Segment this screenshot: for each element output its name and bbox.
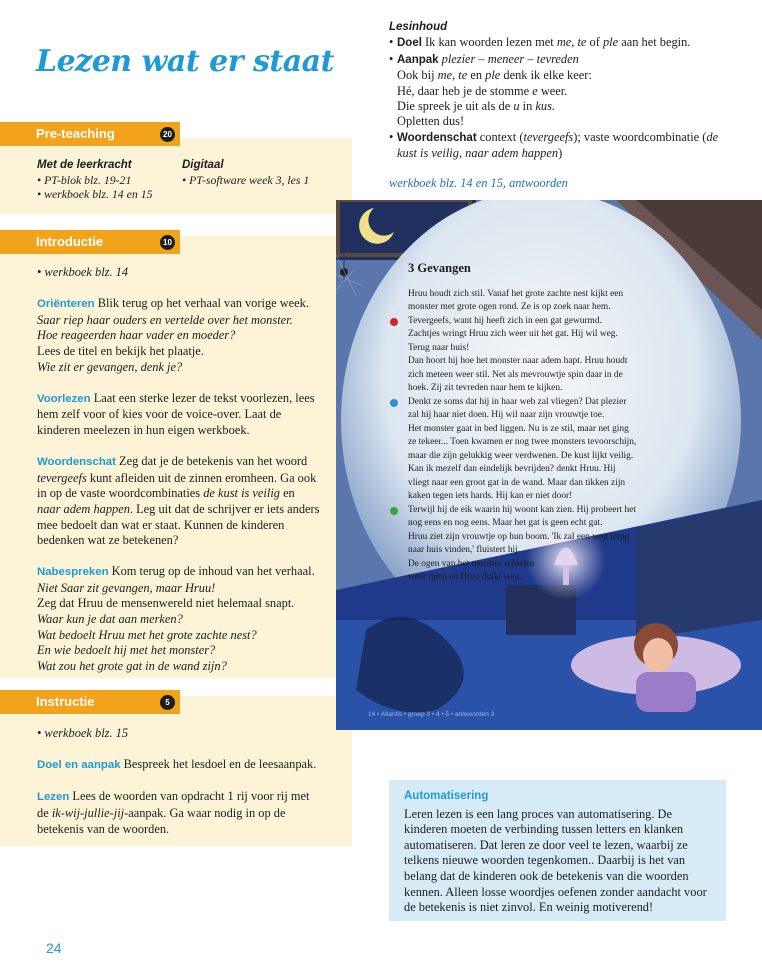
pre-teaching-header bbox=[0, 122, 180, 146]
orienteren-keyword: Oriënteren bbox=[37, 298, 95, 311]
col1-heading: Met de leerkracht bbox=[37, 159, 132, 171]
woordenschat-block: Woordenschat Zeg dat je de betekenis van het woord tevergeefs kunt afleiden uit de zinnen eromheen. Ga ook in op de vaste woordcombinaties de kust is veilig en naar adem happen. Leg uit dat de schrijver er iets anders mee bedoelt dan wat er staat. Kunnen de kinderen bedenken wat ze betekenen? bbox=[37, 454, 320, 548]
story-line: Terug naar huis! bbox=[408, 342, 470, 353]
story-line: vliegt naar een groot gat in de wand. Maar dan tikken zijn bbox=[408, 477, 626, 488]
doel-item: • Doel Ik kan woorden lezen met me, te of ple aan het begin. bbox=[389, 35, 729, 51]
instructie-header bbox=[0, 690, 180, 714]
story-line: kaken tegen iets hards. Hij kan er niet door! bbox=[408, 491, 573, 501]
voorlezen-block: Voorlezen Laat een sterke lezer de tekst voorlezen, lees hem zelf voor of kies voor de voice-over. Laat de kinderen meelezen in hun eigen werkboek. bbox=[37, 390, 315, 437]
story-line: Het monster gaat in bed liggen. Nu is ze stil, maar net ging bbox=[408, 423, 629, 434]
list-item: • PT-software week 3, les 1 bbox=[182, 172, 310, 187]
automatisering-heading: Automatisering bbox=[404, 790, 489, 802]
marker-dot-icon bbox=[390, 318, 398, 326]
story-lines bbox=[408, 288, 658, 585]
werkboek-reference: werkboek blz. 14 en 15, antwoorden bbox=[389, 175, 568, 190]
pre-teaching-col2 bbox=[182, 158, 332, 187]
voorlezen-keyword: Voorlezen bbox=[37, 392, 91, 405]
doel-keyword: Doel en aanpak bbox=[37, 759, 121, 772]
page-footer: 14 • Atlantis • groep 3 • 4 • 5 • antwoorden 3 bbox=[368, 711, 495, 718]
story-text bbox=[408, 262, 658, 585]
lezen-keyword: Lezen bbox=[37, 791, 70, 804]
story-line: Tevergeefs, want hij heeft zich in een gat gewurmd. bbox=[408, 315, 658, 329]
lezen-block: Lezen Lees de woorden van opdracht 1 rij voor rij met de ik-wij-jullie-jij-aanpak. Ga waar nodig in op de betekenis van de woorden. bbox=[37, 789, 310, 836]
story-line: monster met grote ogen rond. Ze is op zoek naar hem. bbox=[408, 302, 611, 312]
col2-heading: Digitaal bbox=[182, 159, 224, 171]
story-line: zal hij haar niet doen. Hij wil naar zijn vrouwtje toe. bbox=[408, 410, 605, 420]
story-title: 3 Gevangen bbox=[408, 261, 471, 275]
marker-dot-icon bbox=[390, 399, 398, 407]
instructie-text bbox=[37, 726, 321, 853]
story-line: ze tekeer... Toen kwamen er nog twee monsters tevoorschijn, bbox=[408, 437, 637, 447]
story-line: weer open en Hruu duikt weg. bbox=[408, 572, 522, 582]
page-title: Lezen wat er staat bbox=[36, 44, 334, 79]
automatisering-box bbox=[389, 780, 726, 921]
sleeping-girl bbox=[643, 638, 673, 672]
introductie-text bbox=[37, 265, 321, 690]
story-line: Hruu ziet zijn vrouwtje op hun boom. 'Ik zal een weg terug bbox=[408, 531, 630, 542]
minutes-badge: 20 bbox=[160, 127, 175, 142]
minutes-badge: 10 bbox=[160, 235, 175, 250]
story-line: Dan hoort hij hoe het monster naar adem hapt. Hruu houdt bbox=[408, 356, 628, 366]
instructie-label: Instructie bbox=[36, 694, 95, 709]
pre-teaching-label: Pre-teaching bbox=[36, 126, 115, 141]
nabespreken-keyword: Nabespreken bbox=[37, 566, 109, 579]
story-line: Denkt ze soms dat hij in haar web zal vliegen? Dat plezier bbox=[408, 396, 658, 410]
story-line: nog eens en nog eens. Maar het gat is geen echt gat. bbox=[408, 518, 603, 528]
woordenschat-item: • Woordenschat context (tevergeefs); vaste woordcombinatie (de kust is veilig, naar adem happen) bbox=[389, 130, 729, 162]
story-line: naar huis vinden,' fluistert hij. bbox=[408, 545, 521, 555]
story-line: Hruu houdt zich stil. Vanaf het grote zachte nest kijkt een bbox=[408, 288, 624, 299]
orienteren-block: Oriënteren Blik terug op het verhaal van vorige week. Saar riep haar ouders en vertelde over het monster. Hoe reageerden haar vader en moeder? Lees de titel en bekijk het plaatje. Wie zit er gevangen, denk je? bbox=[37, 296, 309, 374]
marker-dot-icon bbox=[390, 507, 398, 515]
list-item: • PT-blok blz. 19-21 bbox=[37, 172, 132, 187]
story-line: De ogen van het monster schieten bbox=[408, 558, 535, 569]
story-line: maar die zijn gelukkig weer verdwenen. De kust lijkt veilig. bbox=[408, 450, 634, 461]
lesinhoud-block: Lesinhoud • Doel Ik kan woorden lezen met me, te of ple aan het begin. • Aanpak plezier – meneer – tevreden Ook bij me, te en ple denk ik elke keer: Hé, daar heb je de stomme e weer. Die spreek je uit als de u in kus. Opletten dus! • Woordenschat context (tevergeefs); vaste woordcombinatie (de kust is veilig, naar adem happen) werkboek blz. 14 en 15, antwoorden bbox=[389, 20, 729, 191]
introductie-header bbox=[0, 230, 180, 254]
lesinhoud-heading: Lesinhoud bbox=[389, 21, 448, 33]
story-line: Terwijl hij de eik waarin hij woont kan zien. Hij probeert het bbox=[408, 504, 658, 518]
pre-teaching-col1 bbox=[37, 158, 177, 202]
page-number: 24 bbox=[46, 940, 62, 956]
story-line: Zachtjes wringt Hruu zich weer uit het gat. Hij wil weg. bbox=[408, 329, 618, 339]
list-item: • werkboek blz. 14 bbox=[37, 265, 129, 279]
automatisering-text: Leren lezen is een lang proces van automatisering. De kinderen moeten de verbinding tussen letters en klanken automatiseren. Dat leren ze door veel te lezen, waarbij ze telkens nieuwe woorden tegenkomen.. Daarbij is het van belang dat de kinderen ook de betekenis van die woorden kennen. Alleen losse woordjes oefenen zonder aandacht voor de betekenis is niet zinvol. En weinig motiverend! bbox=[404, 806, 707, 915]
aanpak-item: • Aanpak plezier – meneer – tevreden bbox=[389, 52, 729, 68]
woordenschat-keyword: Woordenschat bbox=[37, 456, 116, 469]
minutes-badge: 5 bbox=[160, 695, 175, 710]
spider-icon bbox=[340, 268, 348, 276]
doel-block: Doel en aanpak Bespreek het lesdoel en de leesaanpak. bbox=[37, 757, 317, 772]
nabespreken-block: Nabespreken Kom terug op de inhoud van het verhaal. Niet Saar zit gevangen, maar Hruu! Zeg dat Hruu de mensenwereld niet helemaal snapt. Waar kun je dat aan merken? Wat bedoelt Hruu met het grote zachte nest? En wie bedoelt hij met het monster? Wat zou het grote gat in de wand zijn? bbox=[37, 564, 315, 673]
story-line: zich meteen weer stil. Net als mevrouwtje spin daar in de bbox=[408, 369, 623, 380]
story-line: hoek. Zij zit tevreden naar hem te kijken. bbox=[408, 383, 563, 393]
introductie-label: Introductie bbox=[36, 234, 104, 249]
list-item: • werkboek blz. 14 en 15 bbox=[37, 187, 153, 201]
story-line: Kan ik mezelf dan eindelijk bevrijden? denkt Hruu. Hij bbox=[408, 464, 616, 474]
list-item: • werkboek blz. 15 bbox=[37, 726, 129, 740]
